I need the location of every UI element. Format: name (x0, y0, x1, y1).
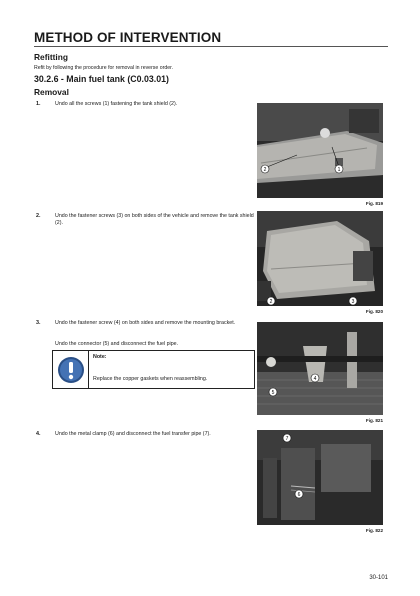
page-title: METHOD OF INTERVENTION (34, 30, 222, 45)
callout-label: 6 (297, 492, 301, 498)
figure-photo (257, 103, 383, 198)
note-label: Note: (93, 354, 107, 360)
step-number: 1. (36, 101, 41, 107)
figure-caption: Fig. 821 (365, 418, 383, 423)
title-rule (34, 46, 388, 47)
figure-caption: Fig. 819 (365, 201, 383, 206)
figure-photo (257, 211, 383, 306)
step-number: 3. (36, 320, 41, 326)
step-number: 4. (36, 431, 41, 437)
page-number: 30-101 (369, 575, 388, 581)
figure-photo (257, 430, 383, 525)
note-icon-cell (53, 351, 89, 388)
step-text: Undo the fastener screws (3) on both sides of the vehicle and remove the tank shield (2). (55, 213, 254, 227)
callout-label: 7 (285, 436, 289, 442)
step-text: Undo the connector (5) and disconnect the fuel pipe. (55, 341, 179, 347)
callout-label: 2 (269, 299, 273, 305)
figure-caption: Fig. 820 (365, 309, 383, 314)
callout-label: 2 (263, 167, 267, 173)
callout-label: 3 (351, 299, 355, 305)
figure-photo (257, 322, 383, 415)
section-subtitle: Removal (34, 87, 69, 97)
callout-label: 5 (271, 390, 275, 396)
step-number: 2. (36, 213, 41, 219)
step-text: Undo the metal clamp (6) and disconnect the fuel transfer pipe (7). (55, 431, 211, 437)
refitting-text: Refit by following the procedure for removal in reverse order. (34, 65, 173, 71)
note-text: Replace the copper gaskets when reassembling. (93, 376, 208, 382)
callout-label: 1 (337, 167, 341, 173)
figure-caption: Fig. 822 (365, 528, 383, 533)
note-box (52, 350, 255, 389)
refitting-heading: Refitting (34, 52, 68, 62)
note-body (89, 351, 254, 388)
step-text: Undo the fastener screw (4) on both sides and remove the mounting bracket. (55, 320, 236, 326)
step-text: Undo all the screws (1) fastening the tank shield (2). (55, 101, 178, 107)
section-title: 30.2.6 - Main fuel tank (C0.03.01) (34, 74, 169, 84)
info-icon (57, 356, 85, 384)
callout-label: 4 (313, 376, 317, 382)
